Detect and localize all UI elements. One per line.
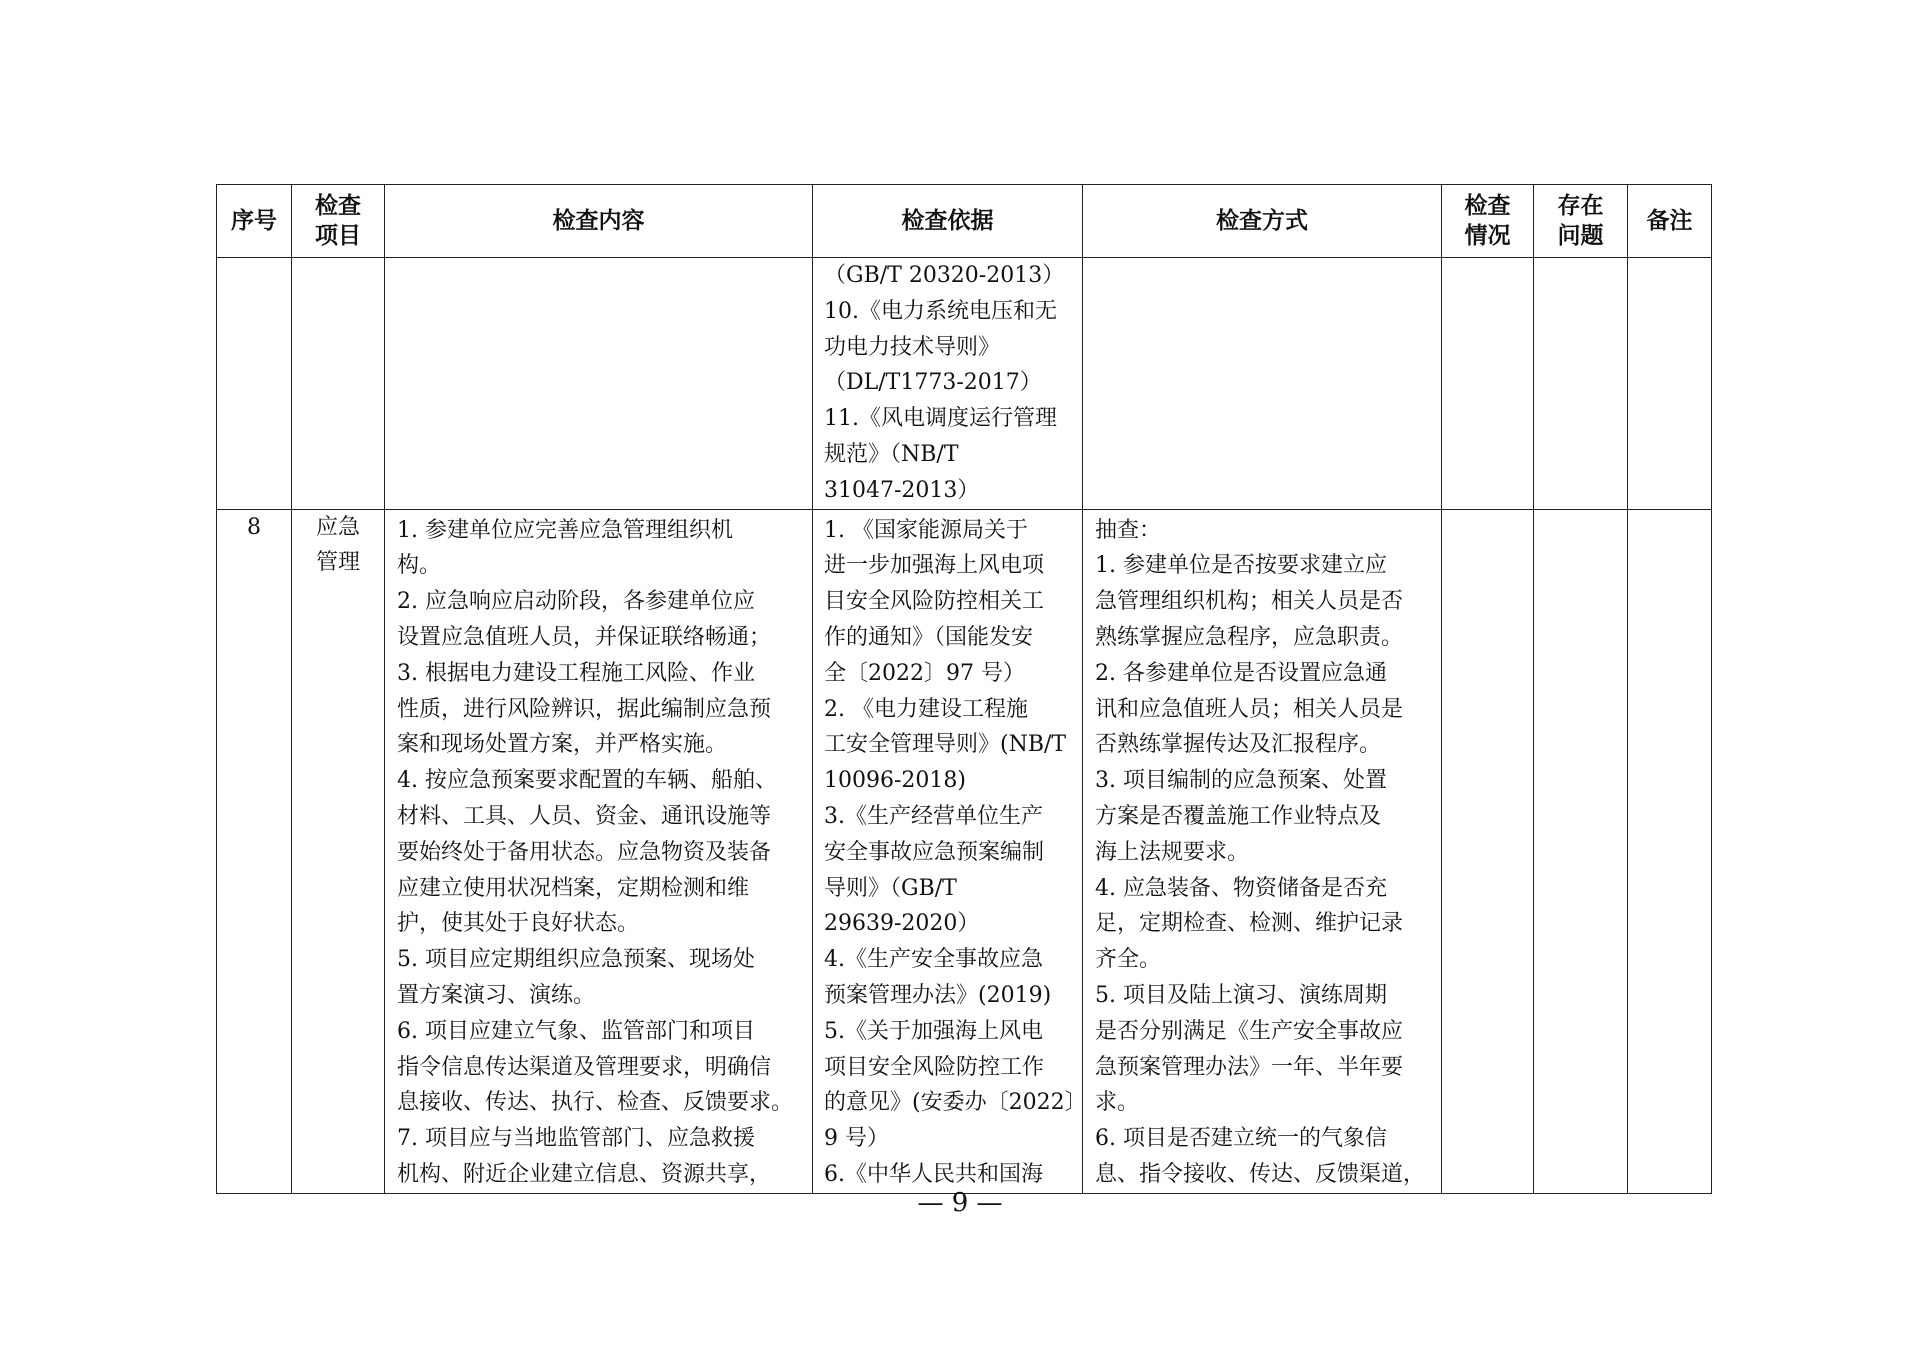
cell-content [385,258,813,510]
text-line: 管理 [315,550,360,576]
text-line: 机构、附近企业建立信息、资源共享， [397,1161,772,1187]
header-cell: 备注 [1628,185,1712,258]
text-line: 5. 项目应定期组织应急预案、现场处 [397,947,755,973]
text-line: 作的通知》（国能发安 [824,624,1034,650]
text-line: 讯和应急值班人员；相关人员是 [1095,696,1404,722]
cell-method [1083,258,1442,510]
cell-no [217,258,292,510]
text-line: 护，使其处于良好状态。 [397,911,640,937]
text-line: 足，定期检查、检测、维护记录 [1095,911,1404,937]
inspection-table [216,184,1712,1194]
text-line: 设置应急值班人员，并保证联络畅通； [397,624,772,650]
text-line: 性质，进行风险辨识，据此编制应急预 [397,696,772,722]
text-line: 海上法规要求。 [1095,839,1250,865]
page-number: — 9 — [917,1188,1003,1218]
text-line: 导则》（GB/T [824,875,957,901]
text-line: 7. 项目应与当地监管部门、应急救援 [397,1126,755,1152]
text-line: 息接收、传达、执行、检查、反馈要求。 [397,1090,794,1116]
text-line: 4.《生产安全事故应急 [824,947,1043,973]
text-line: 1. 参建单位应完善应急管理组织机 [397,517,733,543]
cell-item [292,258,385,510]
text-line: 息、指令接收、传达、反馈渠道， [1095,1161,1426,1187]
text-line: 31047-2013） [824,477,980,503]
text-line: 急预案管理办法》一年、半年要 [1095,1054,1404,1080]
text-line: （GB/T 20320-2013） [824,263,1065,288]
text-line: 6.《中华人民共和国海 [824,1161,1043,1187]
cell-issue [1534,509,1628,1193]
cell-status [1442,509,1534,1193]
text-line: 5. 项目及陆上演习、演练周期 [1095,982,1387,1008]
text-line: 应建立使用状况档案，定期检测和维 [397,875,750,901]
text-line: 目安全风险防控相关工 [824,589,1045,615]
text-line: 4. 应急装备、物资储备是否充 [1095,875,1387,901]
text-line: 1. 参建单位是否按要求建立应 [1095,553,1387,579]
text-line: 功电力技术导则》 [824,334,1001,360]
text-line: 急管理组织机构；相关人员是否 [1095,589,1404,615]
text-line: 要始终处于备用状态。应急物资及装备 [397,839,772,865]
text-line: 构。 [397,553,442,579]
text-line: 求。 [1095,1090,1140,1116]
text-line: 项目安全风险防控工作 [824,1054,1045,1080]
text-line: 应急 [315,514,360,540]
text-line: 安全事故应急预案编制 [824,839,1045,865]
text-line: 工安全管理导则》(NB/T [824,732,1067,758]
text-line: 齐全。 [1095,947,1162,973]
text-line: 熟练掌握应急程序，应急职责。 [1095,624,1404,650]
text-line: 指令信息传达渠道及管理要求，明确信 [397,1054,772,1080]
cell-basis [813,509,1087,1193]
header-cell: 检查 情况 [1442,185,1534,258]
table-row [217,509,1712,1193]
text-line: （DL/T1773-2017） [824,370,1042,396]
cell-issue [1534,258,1628,510]
text-line: 置方案演习、演练。 [397,982,596,1008]
text-line: 4. 按应急预案要求配置的车辆、船舶、 [397,768,777,794]
cell-status [1442,258,1534,510]
header-cell: 检查方式 [1083,185,1442,258]
text-line: 预案管理办法》(2019) [824,982,1052,1008]
text-line: 2. 各参建单位是否设置应急通 [1095,660,1387,686]
header-cell: 检查 项目 [292,185,385,258]
text-line: 3.《生产经营单位生产 [824,803,1043,829]
header-cell: 序号 [217,185,292,258]
text-line: 10.《电力系统电压和无 [824,298,1057,324]
text-line: 2. 《电力建设工程施 [824,696,1028,722]
text-line: 是否分别满足《生产安全事故应 [1095,1018,1404,1044]
cell-remark [1628,509,1712,1193]
text-line: 5.《关于加强海上风电 [824,1018,1043,1044]
text-line: 规范》（NB/T [824,441,959,467]
text-line: 10096-2018) [824,768,966,794]
text-line: 2. 应急响应启动阶段，各参建单位应 [397,589,755,615]
table-header-row [217,185,1712,258]
text-line: 6. 项目应建立气象、监管部门和项目 [397,1018,755,1044]
text-line: 的意见》(安委办〔2022〕 [824,1090,1087,1116]
text-line: 9 号） [824,1126,889,1152]
text-line: 11.《风电调度运行管理 [824,406,1057,432]
text-line: 抽查： [1095,517,1162,543]
header-cell: 存在 问题 [1534,185,1628,258]
text-line: 材料、工具、人员、资金、通讯设施等 [397,803,772,829]
cell-item [292,509,385,1193]
table-row [217,258,1712,510]
header-cell: 检查依据 [813,185,1083,258]
text-line: 全〔2022〕97 号） [824,660,1025,686]
text-line: 1. 《国家能源局关于 [824,517,1028,543]
cell-basis [813,258,1083,510]
text-line: 6. 项目是否建立统一的气象信 [1095,1126,1387,1152]
text-line: 3. 项目编制的应急预案、处置 [1095,768,1387,794]
cell-remark [1628,258,1712,510]
text-line: 29639-2020） [824,911,980,937]
text-line: 进一步加强海上风电项 [824,553,1045,579]
text-line: 否熟练掌握传达及汇报程序。 [1095,732,1382,758]
text-line: 3. 根据电力建设工程施工风险、作业 [397,660,755,686]
cell-method [1083,509,1442,1193]
text-line: 方案是否覆盖施工作业特点及 [1095,803,1382,829]
cell-content [385,509,813,1193]
text-line: 案和现场处置方案，并严格实施。 [397,732,728,758]
header-cell: 检查内容 [385,185,813,258]
cell-no: 8 [217,509,292,1193]
